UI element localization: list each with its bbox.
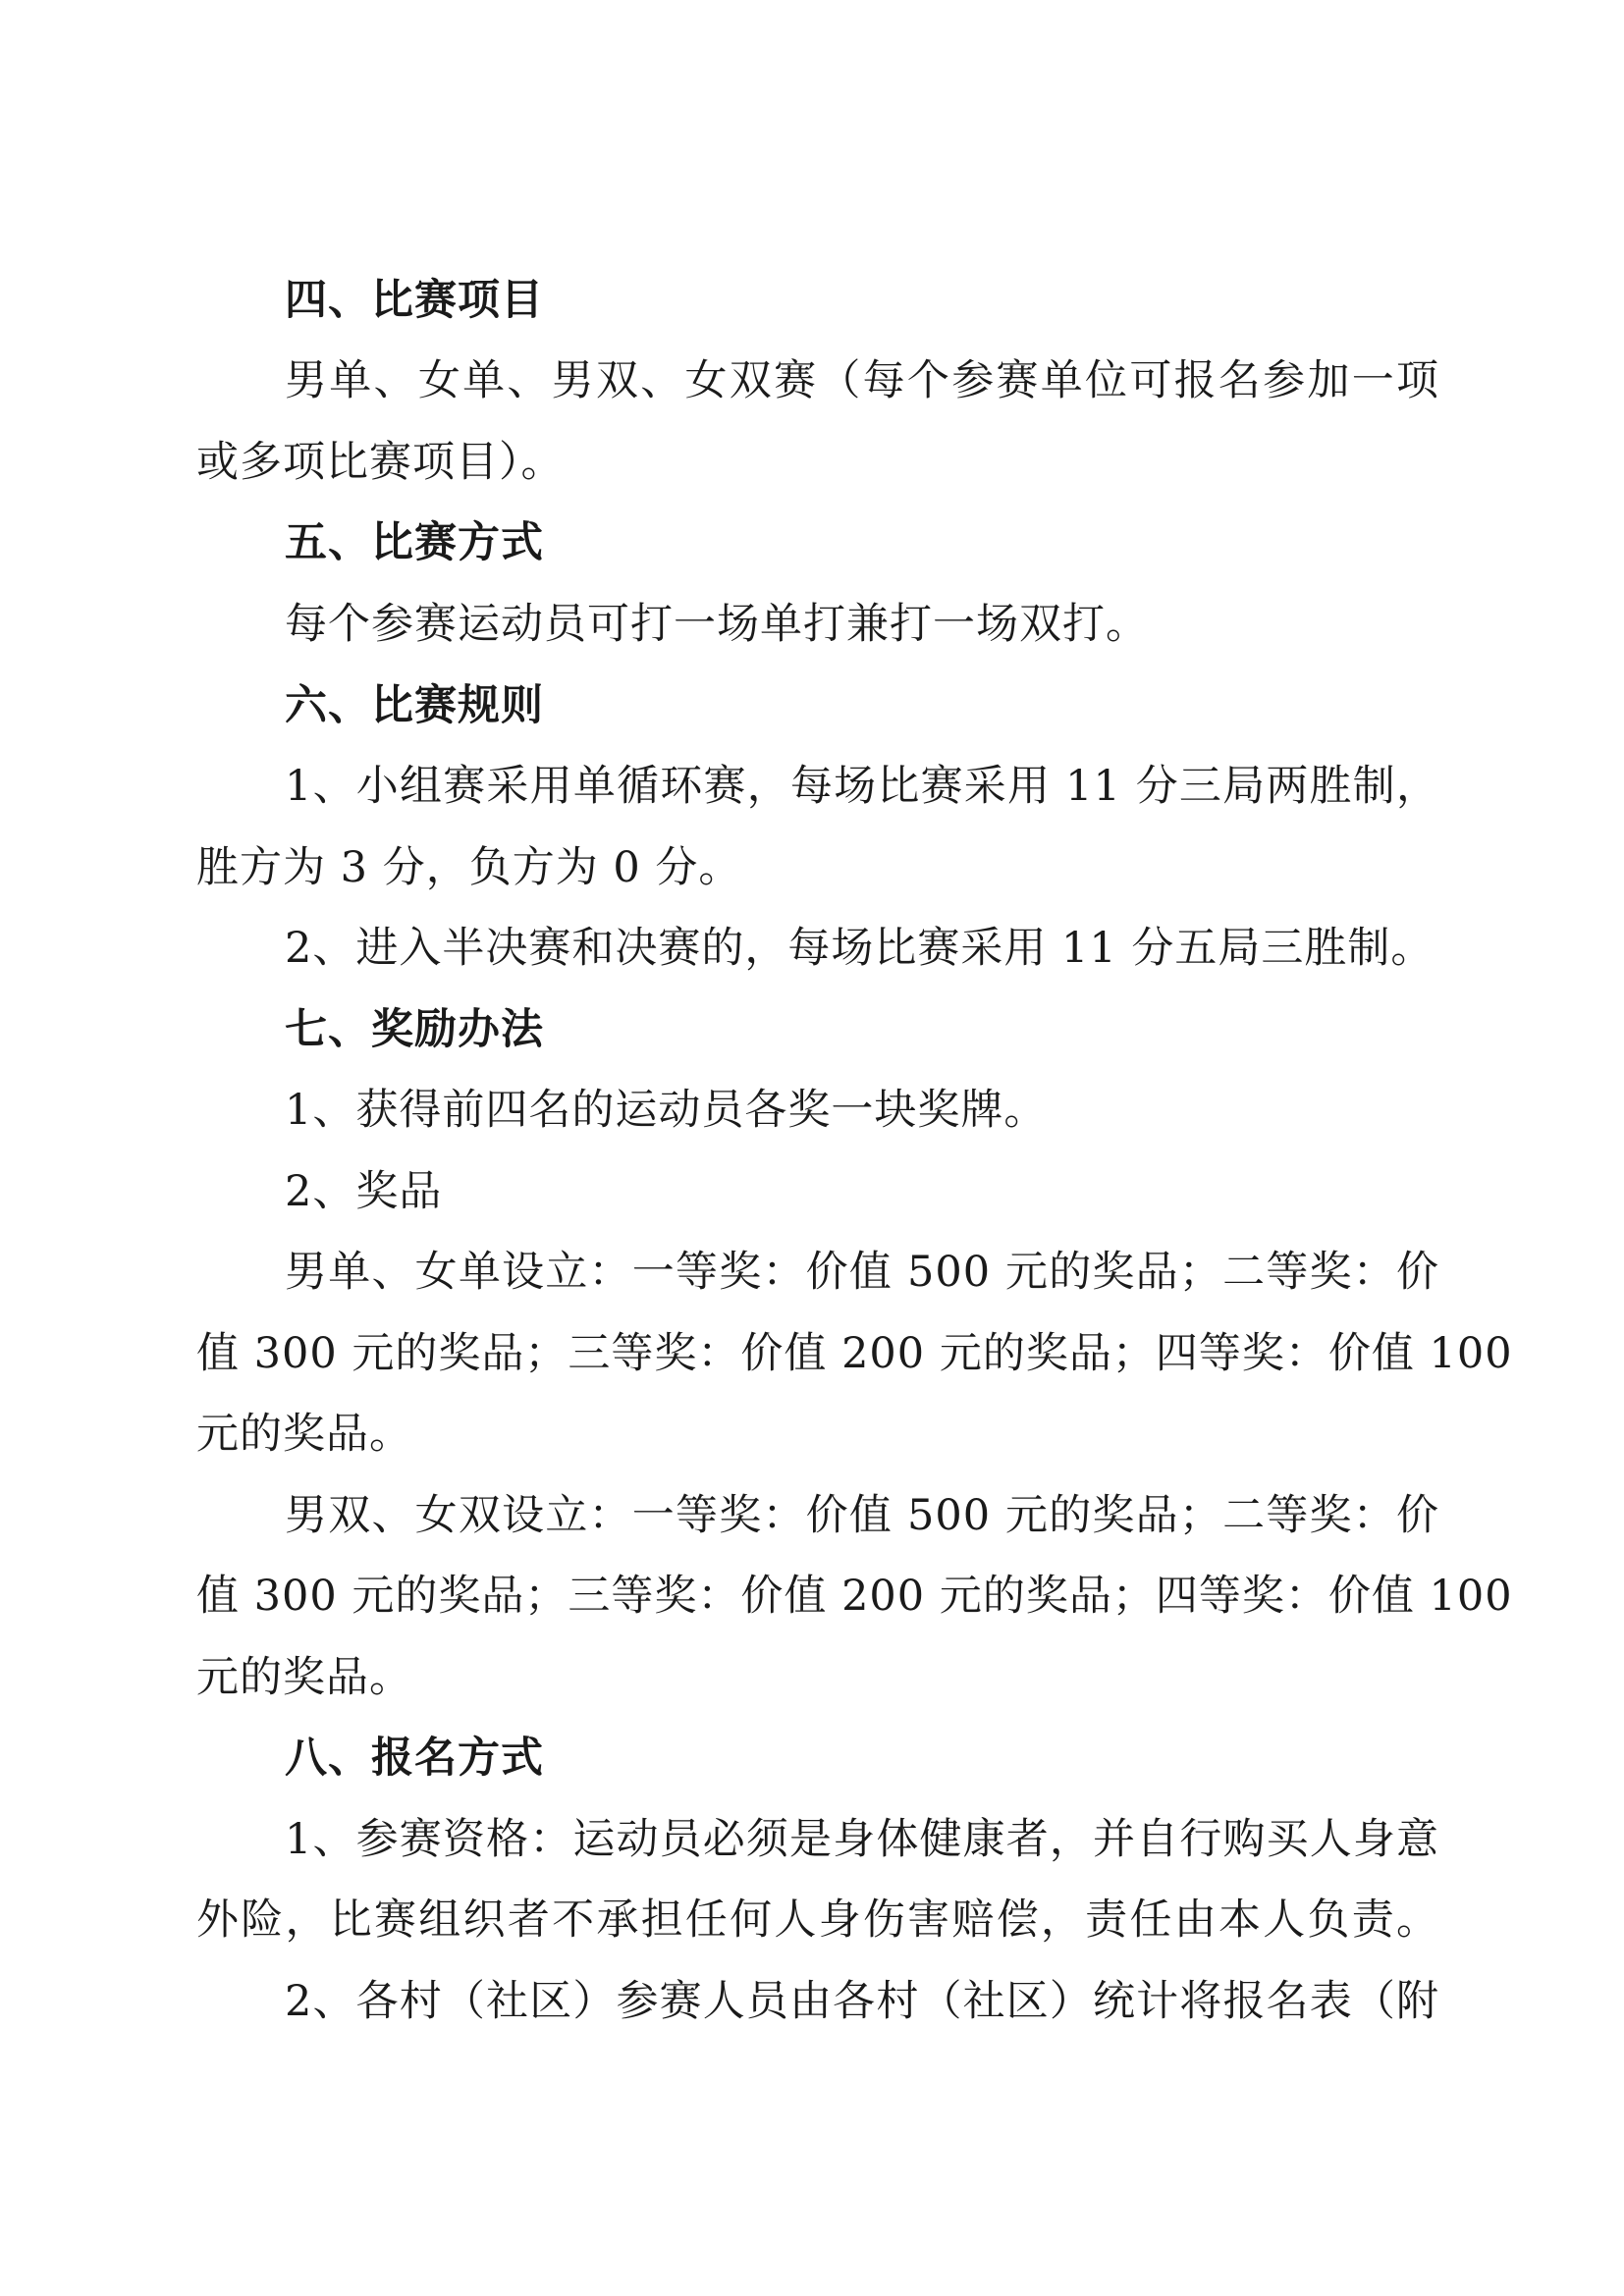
paragraph-line: 元的奖品。 [196,1653,412,1702]
paragraph-line: 2、奖品 [285,1167,443,1216]
paragraph-line: 男单、女单、男双、女双赛（每个参赛单位可报名参加一项 [285,356,1439,405]
section-heading-4: 四、比赛项目 [285,276,544,325]
section-heading-7: 七、奖励办法 [285,1005,544,1054]
paragraph-line: 2、各村（社区）参赛人员由各村（社区）统计将报名表（附 [285,1977,1439,2026]
section-heading-8: 八、报名方式 [285,1734,544,1783]
paragraph-line: 元的奖品。 [196,1410,412,1459]
paragraph-line: 1、获得前四名的运动员各奖一块奖牌。 [285,1086,1048,1135]
paragraph-line: 1、小组赛采用单循环赛，每场比赛采用 11 分三局两胜制， [285,762,1439,811]
paragraph-line: 值 300 元的奖品；三等奖：价值 200 元的奖品；四等奖：价值 100 [196,1329,1513,1378]
paragraph-line: 1、参赛资格：运动员必须是身体健康者，并自行购买人身意 [285,1815,1439,1864]
paragraph-line: 值 300 元的奖品；三等奖：价值 200 元的奖品；四等奖：价值 100 [196,1572,1513,1621]
paragraph-line: 胜方为 3 分，负方为 0 分。 [196,843,742,892]
section-heading-5: 五、比赛方式 [285,518,544,567]
paragraph-line: 或多项比赛项目）。 [196,438,565,487]
paragraph-line: 男双、女双设立：一等奖：价值 500 元的奖品；二等奖：价 [285,1491,1439,1540]
section-heading-6: 六、比赛规则 [285,681,544,730]
paragraph-line: 每个参赛运动员可打一场单打兼打一场双打。 [285,600,1149,649]
paragraph-line: 男单、女单设立：一等奖：价值 500 元的奖品；二等奖：价 [285,1248,1439,1297]
paragraph-line: 外险，比赛组织者不承担任何人身伤害赔偿，责任由本人负责。 [196,1896,1439,1945]
paragraph-line: 2、进入半决赛和决赛的，每场比赛采用 11 分五局三胜制。 [285,924,1435,973]
